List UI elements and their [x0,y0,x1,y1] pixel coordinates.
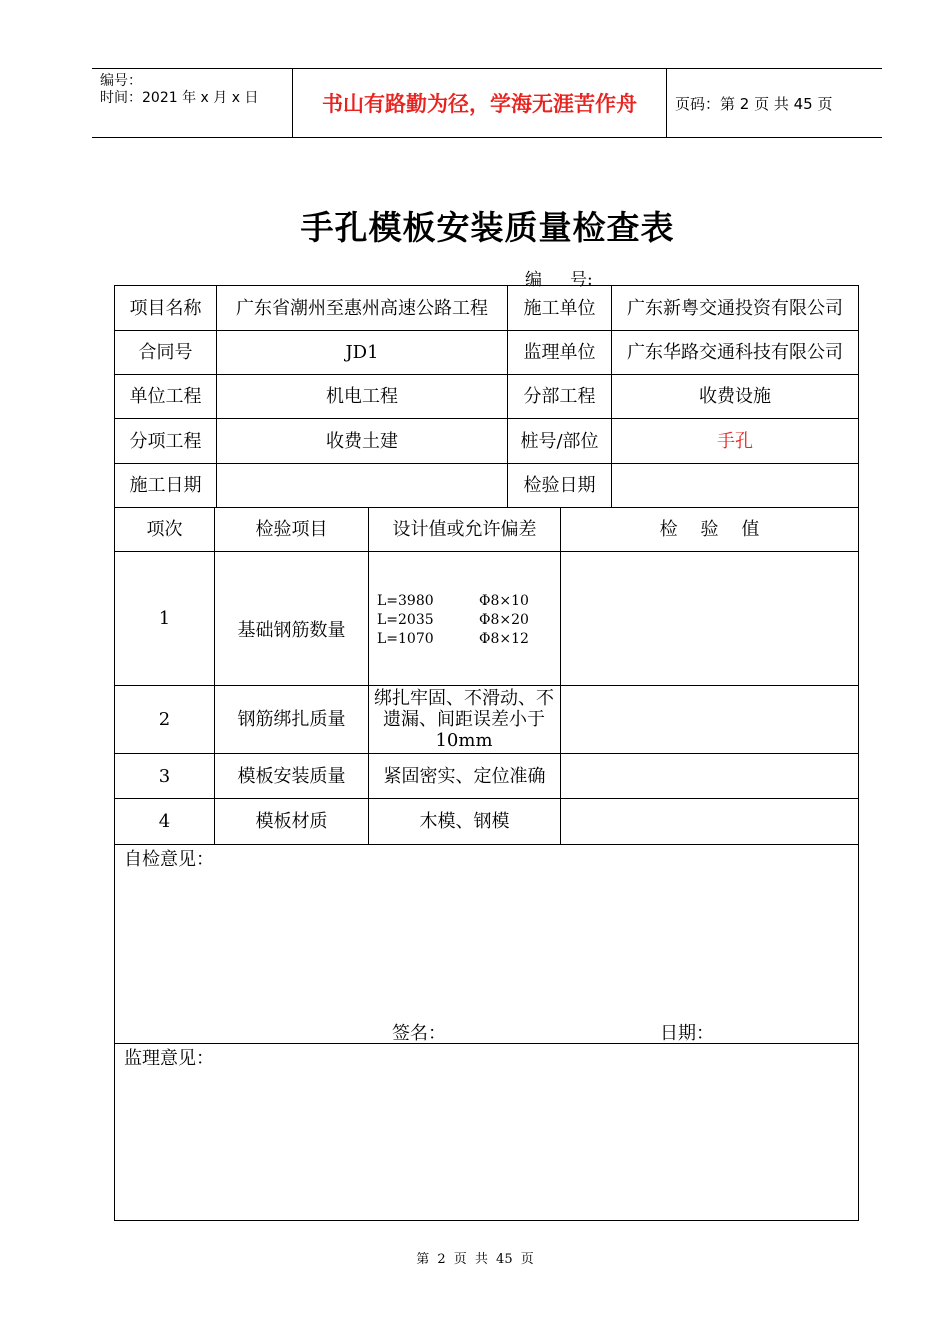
station-label: 桩号/部位 [520,430,599,452]
header-design: 设计值或允许偏差 [392,519,537,540]
item-project-value: 收费土建 [326,430,398,452]
header-time-label: 时间：2021 年 x 月 x 日 [100,90,259,106]
header-no: 项次 [146,519,183,540]
sign-label: 签名： [392,1023,446,1044]
division-project-value: 收费设施 [699,386,771,407]
supervision-label: 监理意见： [124,1048,214,1069]
project-name-value: 广东省潮州至惠州高速公路工程 [236,297,488,319]
header-item: 检验项目 [255,519,328,540]
column-divider [560,507,561,844]
spec-rebar: Φ8×10 [479,593,529,609]
construction-date-value [217,464,507,507]
spec-length: L=1070 [377,631,434,647]
supervision-unit-label: 监理单位 [523,342,596,363]
spec-rebar: Φ8×12 [479,631,529,647]
construction-unit-label: 施工单位 [523,297,596,319]
date-label: 日期： [660,1023,714,1044]
station-value: 手孔 [717,430,753,452]
row-2-design: 绑扎牢固、不滑动、不遗漏、间距误差小于 10mm [374,688,554,751]
row-1-item: 基础钢筋数量 [237,620,346,641]
row-1-specs [377,592,529,649]
doc-number-label-part2: 号: [570,270,593,290]
spec-length: L=3980 [377,593,434,609]
row-divider [115,844,858,845]
unit-project-value: 机电工程 [326,386,398,407]
division-project-label: 分部工程 [523,386,596,407]
row-4-design: 木模、钢模 [419,811,510,832]
document-title: 手孔模板安装质量检查表 [300,208,675,247]
header-meta [92,69,292,137]
spec-line [377,592,529,611]
project-name-label: 项目名称 [129,297,202,319]
header-value: 检 验 值 [659,519,760,540]
header-number-label: 编号： [100,73,142,89]
row-3-no: 3 [158,765,171,787]
item-project-label: 分项工程 [129,430,202,452]
doc-number-label-part1: 编 [525,270,542,290]
contract-no-label: 合同号 [138,342,193,363]
construction-date-label: 施工日期 [129,475,202,496]
row-4-no: 4 [158,811,171,832]
row-4-item: 模板材质 [255,811,328,832]
row-3-design: 紧固密实、定位准确 [383,765,546,787]
spec-line [377,630,529,649]
row-2-no: 2 [158,709,171,730]
construction-unit-value: 广东新粤交通投资有限公司 [627,297,843,319]
inspection-table [114,285,859,1221]
spec-line [377,611,529,630]
supervision-unit-value: 广东华路交通科技有限公司 [627,342,843,363]
header-motto: 书山有路勤为径，学海无涯苦作舟 [292,69,667,137]
unit-project-label: 单位工程 [129,386,202,407]
row-1-no: 1 [158,608,171,629]
row-3-item: 模板安装质量 [237,765,346,787]
document-header [92,68,882,138]
header-page-info: 页码：第 2 页 共 45 页 [675,94,833,113]
contract-no-value: JD1 [345,342,379,363]
row-divider [115,1043,858,1044]
inspection-date-label: 检验日期 [523,475,596,496]
spec-length: L=2035 [377,612,434,628]
self-check-label: 自检意见： [124,849,214,870]
inspection-date-value [612,464,858,507]
spec-rebar: Φ8×20 [479,612,529,628]
row-2-item: 钢筋绑扎质量 [237,709,346,730]
page-footer: 第 2 页 共 45 页 [416,1252,534,1267]
